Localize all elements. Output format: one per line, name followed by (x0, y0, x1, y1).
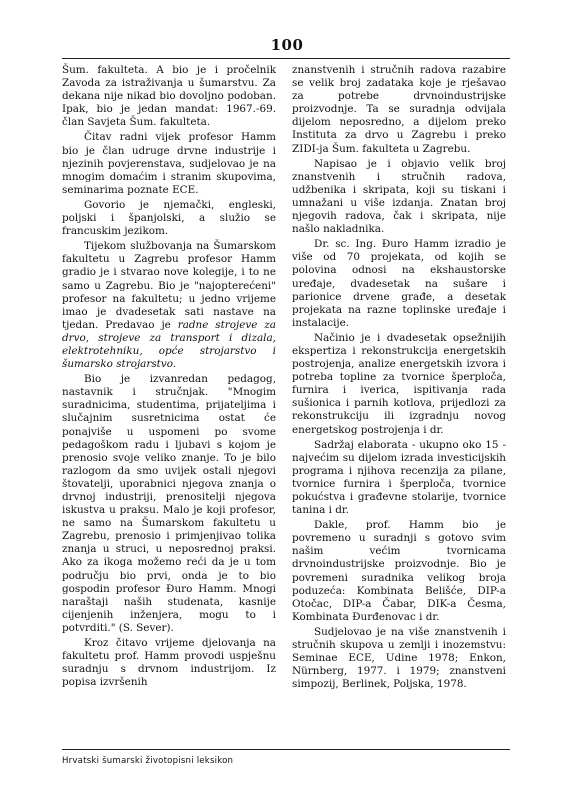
paragraph: Dakle, prof. Hamm bio je povremeno u suradnji s gotovo svim našim većim tvornicama drvnoindustrijske proizvodnje. Bio je povremeni suradnika velikog broja poduzeća: Kombinata Belišće, DIP-a Otočac, DIP-a Čabar, DIK-a Česma, Kombinata Đurđenovac i dr. (292, 519, 506, 623)
paragraph: Sudjelovao je na više znanstvenih i stručnih skupova u zemlji i inozemstvu: Seminae ECE, Udine 1978; Enkon, Nürnberg, 1977. i 1979; znanstveni simpozij, Berlinek, Poljska, 1978. (292, 625, 506, 691)
paragraph: znanstvenih i stručnih radova razabire se velik broj zadataka koje je rješavao za potrebe drvnoindustrijske proizvodnje. Ta se suradnja odvijala dijelom neposredno, a dijelom preko Instituta za drvo u Zagrebu i preko ZIDI-ja Šum. fakulteta u Zagrebu. (292, 64, 506, 155)
paragraph: Dr. sc. Ing. Đuro Hamm izradio je više od 70 projekata, od kojih se polovina odnosi na ekshaustorske uređaje, dvadesetak na sušare i parionice drvene građe, a desetak projekata na razne toplinske uređaje i instalacije. (292, 238, 506, 329)
paragraph-text: Tijekom službovanja na Šumarskom fakultetu u Zagrebu profesor Hamm gradio je i stvarao nove kolegije, i to ne samo u Zagrebu. Bio je "najopterećeni" profesor na fakultetu; u jedno vrijeme imao je dvadesetak sati nastave na tjedan. Predavao je (62, 240, 276, 331)
footer-rule (62, 749, 510, 750)
paragraph: Govorio je njemački, engleski, poljski i španjolski, a služio se francuskim jezikom. (62, 198, 276, 238)
paragraph: Sadržaj elaborata - ukupno oko 15 - najvećim su dijelom izrada investicijskih programa i njihova recenzija za pilane, tvornice furnira i šperploča, tvornice pokućstva i građevne stolarije, tvornice tanina i dr. (292, 438, 506, 517)
right-column (292, 64, 506, 691)
paragraph: Bio je izvanredan pedagog, nastavnik i stručnjak. "Mnogim suradnicima, studentima, prijateljima i slučajnim susretnicima ostat će ponajviše u uspomeni po svome pedagoškom radu i ljubavi s kojom je prenosio svoje veliko znanje. To je bilo razlogom da smo uvijek ostali njegovi štovatelji, uporabnici njegova znanja o drvnoj industriji, prenositelji njegova iskustva u praksu. Malo je koji profesor, ne samo na Šumarskom fakultetu u Zagrebu, prenosio i primjenjivao tolika znanja u struci, u neposrednoj praksi. Ako za ikoga možemo reći da je u tom području bio prvi, onda je to bio gospodin profesor Đuro Hamm. Mnogi naraštaji naših studenata, kasnije cijenjenih inženjera, mogu to i potvrditi." (S. Sever). (62, 373, 276, 634)
page-number: 100 (270, 36, 304, 54)
paragraph (62, 240, 276, 371)
paragraph: Kroz čitavo vrijeme djelovanja na fakultetu prof. Hamm provodi uspješnu suradnju s drvnom industrijom. Iz popisa izvršenih (62, 637, 276, 689)
header-rule (62, 58, 510, 59)
paragraph: Šum. fakulteta. A bio je i pročelnik Zavoda za istraživanja u šumarstvu. Za dekana nije nikad bio dovoljno podoban. Ipak, bio je jedan mandat: 1967.-69. član Savjeta Šum. fakulteta. (62, 64, 276, 129)
paragraph: Načinio je i dvadesetak opsežnijih ekspertiza i rekonstrukcija energetskih postrojenja, analize energetskih izvora i potreba topline za tvornice šperploča, furnira i iverica, ispitivanja rada sušionica i parnih kotlova, prijedlozi za rekonstrukciju ili izgradnju novog energetskog postrojenja i dr. (292, 331, 506, 436)
course-list: radne strojeve za drvo, strojeve za transport i dizala, elektrotehniku, opće strojarstvo i šumarsko strojarstvo. (62, 318, 276, 371)
paragraph: Napisao je i objavio velik broj znanstvenih i stručnih radova, udžbenika i skripata, koji su tiskani i umnažani u više izdanja. Znatan broj njegovih radova, čak i skripata, nije našlo nakladnika. (292, 157, 506, 236)
footer-title: Hrvatski šumarski životopisni leksikon (62, 756, 234, 766)
left-column (62, 64, 276, 689)
paragraph: Čitav radni vijek profesor Hamm bio je član udruge drvne industrije i njezinih povjerenstava, sudjelovao je na mnogim domaćim i stranim skupovima, seminarima poznate ECE. (62, 131, 276, 196)
